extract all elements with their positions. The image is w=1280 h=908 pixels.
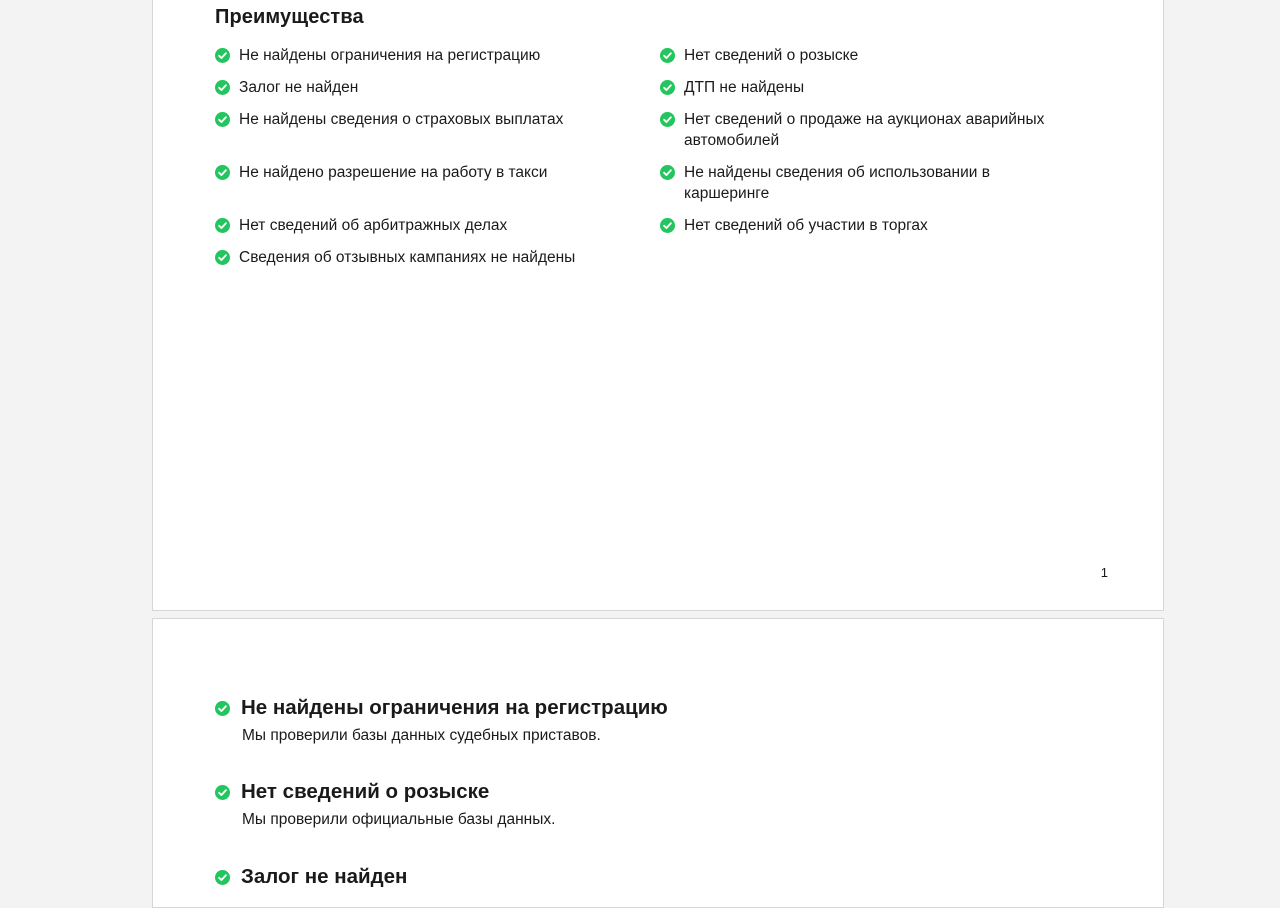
advantage-text: ДТП не найдены <box>684 79 805 96</box>
detail-description: Мы проверили официальные базы данных. <box>242 811 556 828</box>
advantage-text: Не найдено разрешение на работу в такси <box>239 164 548 181</box>
check-circle-icon <box>660 48 675 63</box>
check-circle-icon <box>215 80 230 95</box>
check-circle-icon <box>660 112 675 127</box>
check-circle-icon <box>215 701 230 716</box>
check-circle-icon <box>660 80 675 95</box>
advantage-item <box>660 162 1024 204</box>
detail-title: Нет сведений о розыске <box>241 780 490 803</box>
advantage-text: Залог не найден <box>239 79 359 96</box>
advantage-text: Нет сведений об арбитражных делах <box>239 217 508 234</box>
advantage-text: Не найдены ограничения на регистрацию <box>239 47 541 64</box>
advantage-text: Не найдены сведения о страховых выплатах <box>239 111 564 128</box>
advantage-item <box>215 77 659 98</box>
advantage-text: Нет сведений об участии в торгах <box>684 217 928 234</box>
detail-section <box>215 695 668 746</box>
detail-description: Мы проверили базы данных судебных приставов. <box>242 727 601 744</box>
advantages-title: Преимущества <box>215 6 364 28</box>
advantage-item <box>215 45 659 66</box>
report-page-1 <box>152 0 1164 611</box>
advantage-item <box>215 162 659 183</box>
detail-section <box>215 864 407 890</box>
check-circle-icon <box>215 112 230 127</box>
check-circle-icon <box>215 165 230 180</box>
detail-title: Залог не найден <box>241 865 408 888</box>
check-circle-icon <box>215 870 230 885</box>
check-circle-icon <box>215 785 230 800</box>
advantage-text: Нет сведений о розыске <box>684 47 859 64</box>
report-page-2 <box>152 618 1164 908</box>
advantage-item <box>215 109 659 130</box>
advantage-item <box>660 45 1104 66</box>
check-circle-icon <box>215 250 230 265</box>
check-circle-icon <box>215 218 230 233</box>
advantage-item <box>215 247 659 268</box>
check-circle-icon <box>215 48 230 63</box>
detail-title: Не найдены ограничения на регистрацию <box>241 696 668 719</box>
check-circle-icon <box>660 218 675 233</box>
detail-section <box>215 779 555 830</box>
advantage-item <box>660 215 1104 236</box>
check-circle-icon <box>660 165 675 180</box>
advantage-text: Нет сведений о продаже на аукционах аварийных автомобилей <box>684 111 1045 149</box>
page-number: 1 <box>1100 565 1108 580</box>
advantage-text: Не найдены сведения об использовании в каршеринге <box>684 164 990 202</box>
advantage-text: Сведения об отзывных кампаниях не найдены <box>239 249 576 266</box>
advantage-item <box>660 77 1104 98</box>
advantage-item <box>215 215 659 236</box>
advantage-item <box>660 109 1104 151</box>
